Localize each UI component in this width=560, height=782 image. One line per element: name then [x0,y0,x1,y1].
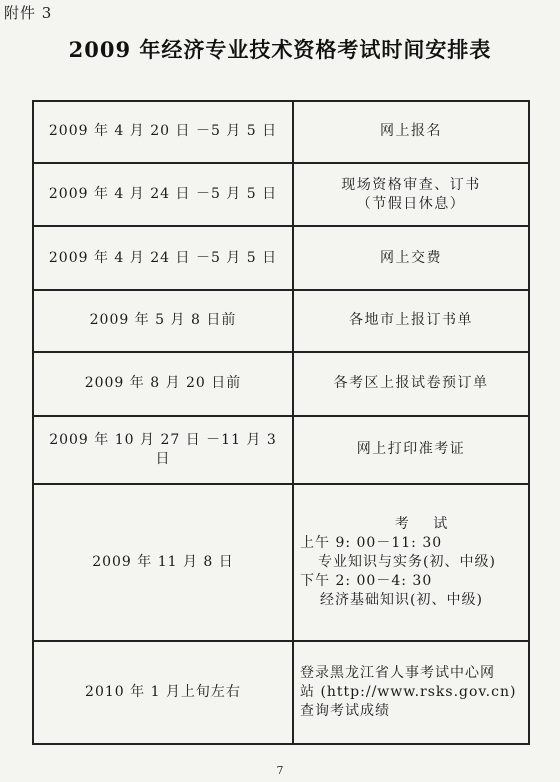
event-line: 网上打印准考证 [356,441,466,458]
row-date: 2009 年 4 月 24 日 －5 月 5 日 [33,163,293,227]
table-row [33,290,529,352]
table-row [33,484,529,641]
website-line: 站 (http://www.rsks.gov.cn) [300,683,517,700]
table-row [33,226,529,290]
row-event [293,226,529,290]
row-date: 2009 年 4 月 24 日 －5 月 5 日 [33,226,293,290]
exam-morning-subject: 专业知识与实务(初、中级) [318,553,496,570]
results-query-cell [293,641,529,744]
table-row [33,101,529,163]
event-line: 登录黑龙江省人事考试中心网 [300,664,495,681]
row-date: 2009 年 11 月 8 日 [33,484,293,641]
row-date: 2010 年 1 月上旬左右 [33,641,293,744]
event-line: 网上报名 [380,123,442,140]
exam-morning-time: 上午 9: 00－11: 30 [300,534,443,551]
schedule-table [32,100,530,745]
event-line: 网上交费 [380,249,442,266]
row-date: 2009 年 8 月 20 日前 [33,352,293,416]
exam-afternoon-subject: 经济基础知识(初、中级) [320,591,483,608]
row-event [293,352,529,416]
event-line: 查询考试成绩 [300,702,390,719]
row-date: 2009 年 10 月 27 日 －11 月 3 日 [33,416,293,484]
row-date: 2009 年 5 月 8 日前 [33,290,293,352]
table-row [33,416,529,484]
event-line: 各地市上报订书单 [349,312,473,329]
table-row [33,352,529,416]
exam-afternoon-time: 下午 2: 00－4: 30 [300,572,433,589]
row-event [293,290,529,352]
row-event [293,163,529,227]
row-event [293,101,529,163]
page-number: 7 [276,764,284,777]
event-line: 现场资格审查、订书 [341,176,481,193]
table-row [33,163,529,227]
event-line: （节假日休息） [356,195,466,212]
row-date: 2009 年 4 月 20 日 －5 月 5 日 [33,101,293,163]
exam-heading: 考 试 [394,515,458,532]
table-row [33,641,529,744]
row-event [293,416,529,484]
exam-schedule-cell [293,484,529,641]
event-line: 各考区上报试卷预订单 [333,375,489,392]
document-title: 2009 年经济专业技术资格考试时间安排表 [68,37,492,62]
attachment-label: 附件 3 [4,4,53,22]
